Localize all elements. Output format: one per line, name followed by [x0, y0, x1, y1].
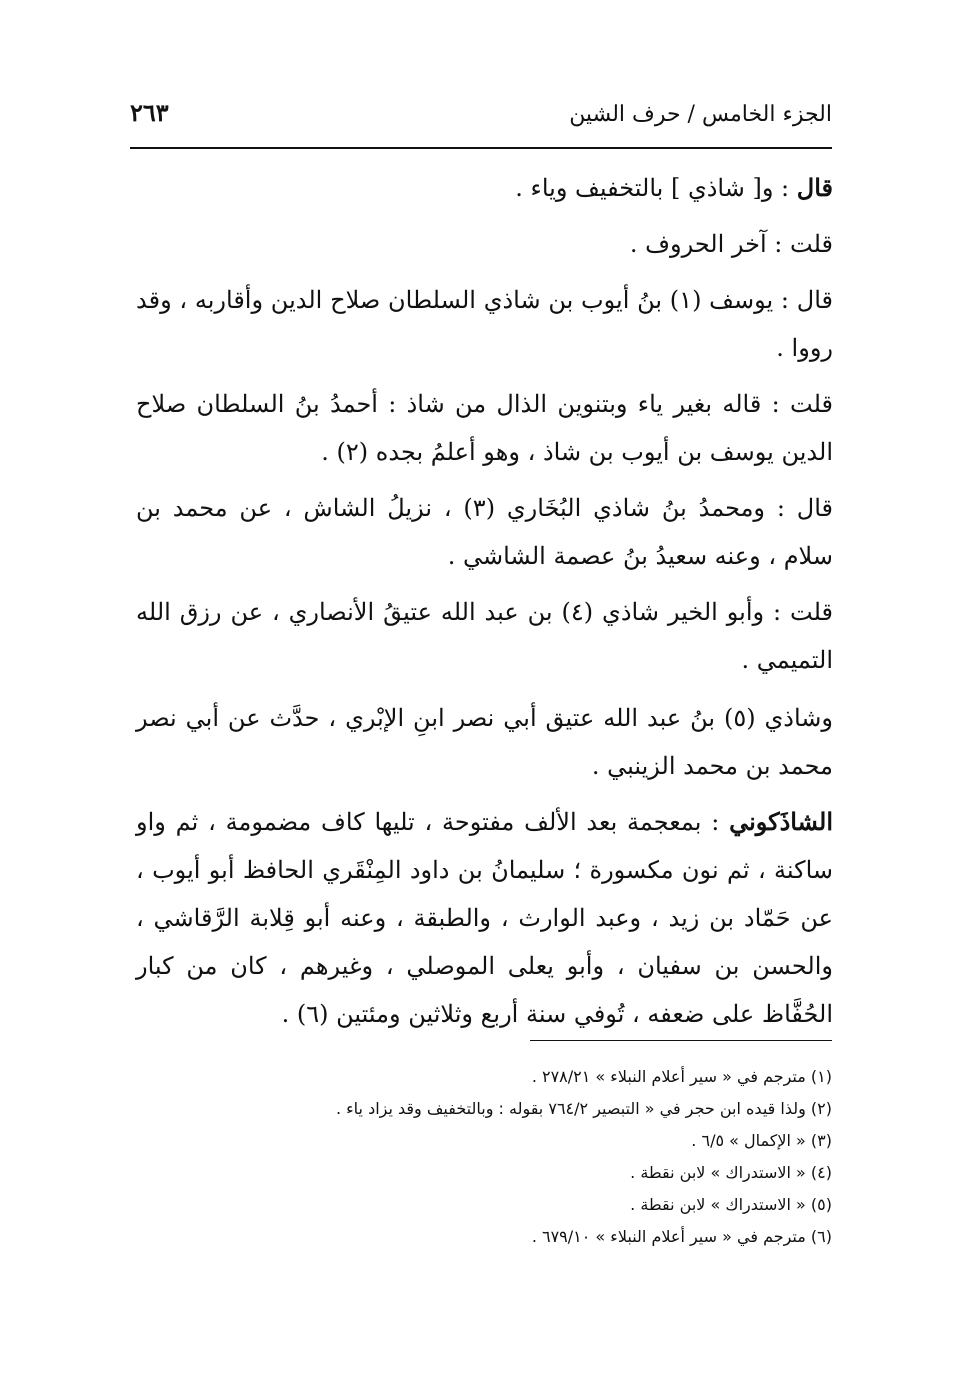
- paragraph: [136, 380, 833, 476]
- para-lead: قال: [796, 494, 833, 522]
- paragraph: [136, 588, 833, 684]
- page-number: ٢٦٣: [130, 98, 169, 127]
- para-text: : آخر الحروف .: [629, 230, 791, 258]
- para-text: : وأبو الخير شاذي (٤) بن عبد الله عتيقُ الأنصاري ، عن رزق الله التميمي .: [136, 598, 833, 674]
- footnotes: [200, 1062, 832, 1254]
- running-title: الجزء الخامس / حرف الشين: [569, 102, 832, 127]
- paragraph: [136, 694, 833, 790]
- para-lead: قلت: [790, 230, 833, 258]
- footnote: (١) مترجم في « سير أعلام النبلاء » ٢٧٨/٢١ .: [531, 1067, 832, 1086]
- footnote: (٤) « الاستدراك » لابن نقطة .: [630, 1163, 832, 1182]
- para-text: : بمعجمة بعد الألف مفتوحة ، تليها كاف مضمومة ، ثم واو ساكنة ، ثم نون مكسورة ؛ سليمانُ بن داود المِنْقَري الحافظ أبو أيوب ، عن حَمّاد بن زيد ، وعبد الوارث ، والطبقة ، وعنه أبو قِلابة الرَّقاشي ، والحسن بن سفيان ، وأبو يعلى الموصلي ، وغيرهم ، كان من كبار الحُفَّاظ على ضعفه ، تُوفي سنة أربع وثلاثين ومئتين (٦) .: [136, 808, 833, 1028]
- footnote: (٦) مترجم في « سير أعلام النبلاء » ٦٧٩/١٠ .: [531, 1227, 832, 1246]
- para-text: : قاله بغير ياء وبتنوين الذال من شاذ : أحمدُ بنُ السلطان صلاح الدين يوسف بن أيوب بن شاذ ، وهو أعلمُ بجده (٢) .: [136, 390, 833, 466]
- footnote-separator: [530, 1040, 832, 1041]
- para-text: وشاذي (٥) بنُ عبد الله عتيق أبي نصر ابنِ الإبْري ، حدَّث عن أبي نصر محمد بن محمد الزينبي .: [136, 704, 833, 780]
- para-lead: قلت: [790, 390, 833, 418]
- para-lead: قلت: [790, 598, 834, 626]
- para-text: : يوسف (١) بنُ أيوب بن شاذي السلطان صلاح الدين وأقاربه ، وقد رووا .: [136, 286, 833, 362]
- running-header: [130, 98, 832, 138]
- paragraph: [136, 484, 833, 580]
- paragraph: [136, 164, 833, 212]
- paragraph: [136, 220, 833, 268]
- paragraph: [136, 798, 833, 1038]
- footnote: (٥) « الاستدراك » لابن نقطة .: [630, 1195, 832, 1214]
- para-text: : و[ شاذي ] بالتخفيف وياء .: [515, 174, 797, 202]
- paragraph: [136, 276, 833, 372]
- para-lead: قال: [796, 173, 833, 202]
- para-lead: قال: [796, 286, 833, 314]
- main-text: [136, 164, 833, 1046]
- footnote: (٣) « الإكمال » ٦/٥ .: [691, 1131, 832, 1150]
- entry-keyword: الشاذَكوني: [729, 807, 833, 836]
- header-rule: [130, 147, 832, 149]
- footnote: (٢) ولذا قيده ابن حجر في « التبصير ٧٦٤/٢ بقوله : وبالتخفيف وقد يزاد ياء .: [335, 1099, 832, 1118]
- para-text: : ومحمدُ بنُ شاذي البُخَاري (٣) ، نزيلُ الشاش ، عن محمد بن سلام ، وعنه سعيدُ بنُ عصمة الشاشي .: [136, 494, 833, 570]
